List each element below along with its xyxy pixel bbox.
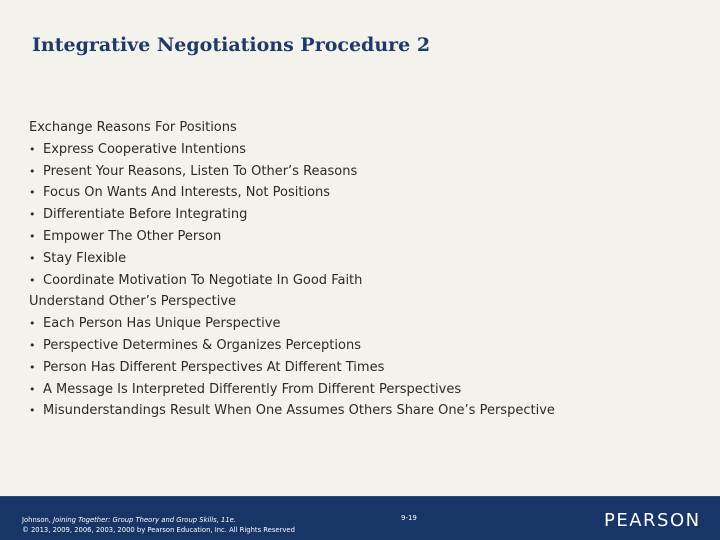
bullet-icon: •	[29, 208, 36, 222]
footer-bar	[0, 496, 720, 540]
list-item-text: Empower The Other Person	[43, 228, 222, 244]
list-item	[29, 270, 709, 292]
list-item	[29, 379, 709, 401]
citation-author: Johnson,	[22, 516, 51, 524]
bullet-icon: •	[29, 229, 36, 243]
list-item-text: Perspective Determines & Organizes Perceptions	[43, 337, 361, 353]
bullet-icon: •	[29, 186, 36, 200]
list-item	[29, 204, 709, 226]
list-item	[29, 182, 709, 204]
citation-line	[22, 515, 295, 525]
bullet-list-exchange-reasons	[29, 139, 709, 292]
copyright-text: © 2013, 2009, 2006, 2003, 2000 by Pearson Education, Inc. All Rights Reserved	[22, 526, 295, 534]
list-item-text: Differentiate Before Integrating	[43, 207, 248, 223]
bullet-icon: •	[29, 360, 36, 374]
bullet-icon: •	[29, 273, 36, 287]
list-item	[29, 248, 709, 270]
page-number: 9-19	[401, 514, 417, 522]
list-item	[29, 161, 709, 183]
list-item	[29, 357, 709, 379]
list-item	[29, 335, 709, 357]
pearson-logo: PEARSON	[604, 510, 701, 531]
slide-title: Integrative Negotiations Procedure 2	[32, 34, 431, 56]
bullet-icon: •	[29, 251, 36, 265]
bullet-icon: •	[29, 382, 36, 396]
section-heading-exchange-reasons: Exchange Reasons For Positions	[29, 120, 237, 135]
list-item	[29, 313, 709, 335]
list-item	[29, 226, 709, 248]
footer-divider	[0, 496, 720, 497]
bullet-icon: •	[29, 338, 36, 352]
bullet-icon: •	[29, 317, 36, 331]
footer-citation	[22, 515, 295, 535]
list-item-text: Misunderstandings Result When One Assumes Others Share One’s Perspective	[43, 403, 555, 419]
list-item-text: Coordinate Motivation To Negotiate In Good Faith	[43, 272, 363, 288]
list-item-text: Present Your Reasons, Listen To Other’s Reasons	[43, 163, 358, 179]
bullet-icon: •	[29, 404, 36, 418]
slide-content	[29, 117, 709, 422]
list-item-text: A Message Is Interpreted Differently From Different Perspectives	[43, 381, 462, 397]
list-item	[29, 400, 709, 422]
list-item-text: Stay Flexible	[43, 250, 127, 266]
section-heading-understand-perspective: Understand Other’s Perspective	[29, 294, 237, 310]
list-item-text: Person Has Different Perspectives At Different Times	[43, 359, 385, 375]
list-item-text: Focus On Wants And Interests, Not Positions	[43, 185, 331, 201]
bullet-icon: •	[29, 142, 36, 156]
bullet-icon: •	[29, 164, 36, 178]
list-item	[29, 139, 709, 161]
bullet-list-understand-perspective	[29, 313, 709, 422]
citation-book: Joining Together: Group Theory and Group Skills, 11e.	[53, 516, 237, 524]
list-item-text: Express Cooperative Intentions	[43, 141, 247, 157]
list-item-text: Each Person Has Unique Perspective	[43, 316, 281, 332]
